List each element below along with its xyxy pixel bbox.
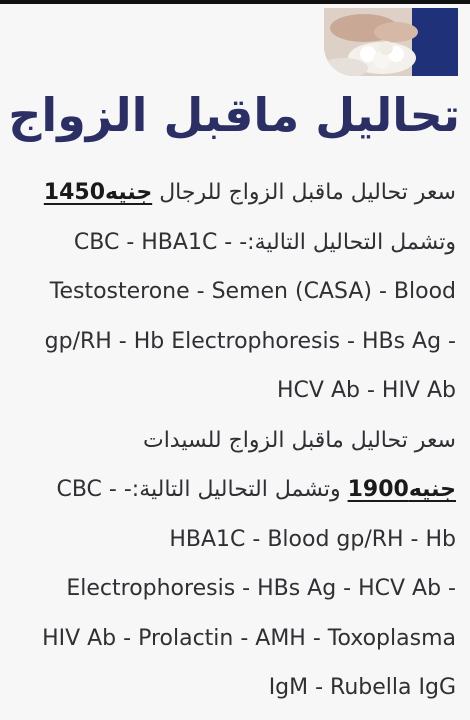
women-tests-intro: وتشمل التحاليل التالية:-: [116, 477, 348, 502]
women-price: 1900جنيه: [347, 477, 456, 502]
women-tests-line-4: HIV Ab - Prolactin - AMH - Toxoplasma: [42, 625, 456, 651]
page-title: تحاليل ماقبل الزواج: [8, 88, 460, 142]
wedding-photo: [324, 8, 458, 76]
women-tests-line-2: HBA1C - Blood gp/RH - Hb: [169, 526, 456, 552]
men-price: 1450جنيه: [43, 180, 153, 205]
men-price-line: [18, 168, 456, 218]
men-tests-intro: وتشمل التحاليل التالية:-: [232, 229, 456, 255]
men-tests-line-4: HCV Ab - HIV Ab: [277, 378, 456, 403]
men-tests-line-3: gp/RH - Hb Electrophoresis - HBs Ag -: [44, 328, 456, 354]
women-tests-line-3: Electrophoresis - HBs Ag - HCV Ab -: [66, 576, 456, 601]
men-tests-line-1: [18, 218, 456, 268]
pricing-content: [18, 168, 456, 713]
men-tests-line-2: Testosterone - Semen (CASA) - Blood: [49, 279, 456, 304]
women-tests-line-1: [18, 465, 456, 515]
women-tests-line-5: IgM - Rubella IgG: [268, 675, 456, 700]
men-intro-text: سعر تحاليل ماقبل الزواج للرجال: [152, 180, 456, 205]
men-tests-start: CBC - HBA1C -: [73, 229, 233, 255]
women-price-line: سعر تحاليل ماقبل الزواج للسيدات: [142, 427, 456, 453]
women-tests-start: CBC -: [56, 477, 117, 502]
top-status-bar: [0, 0, 470, 4]
